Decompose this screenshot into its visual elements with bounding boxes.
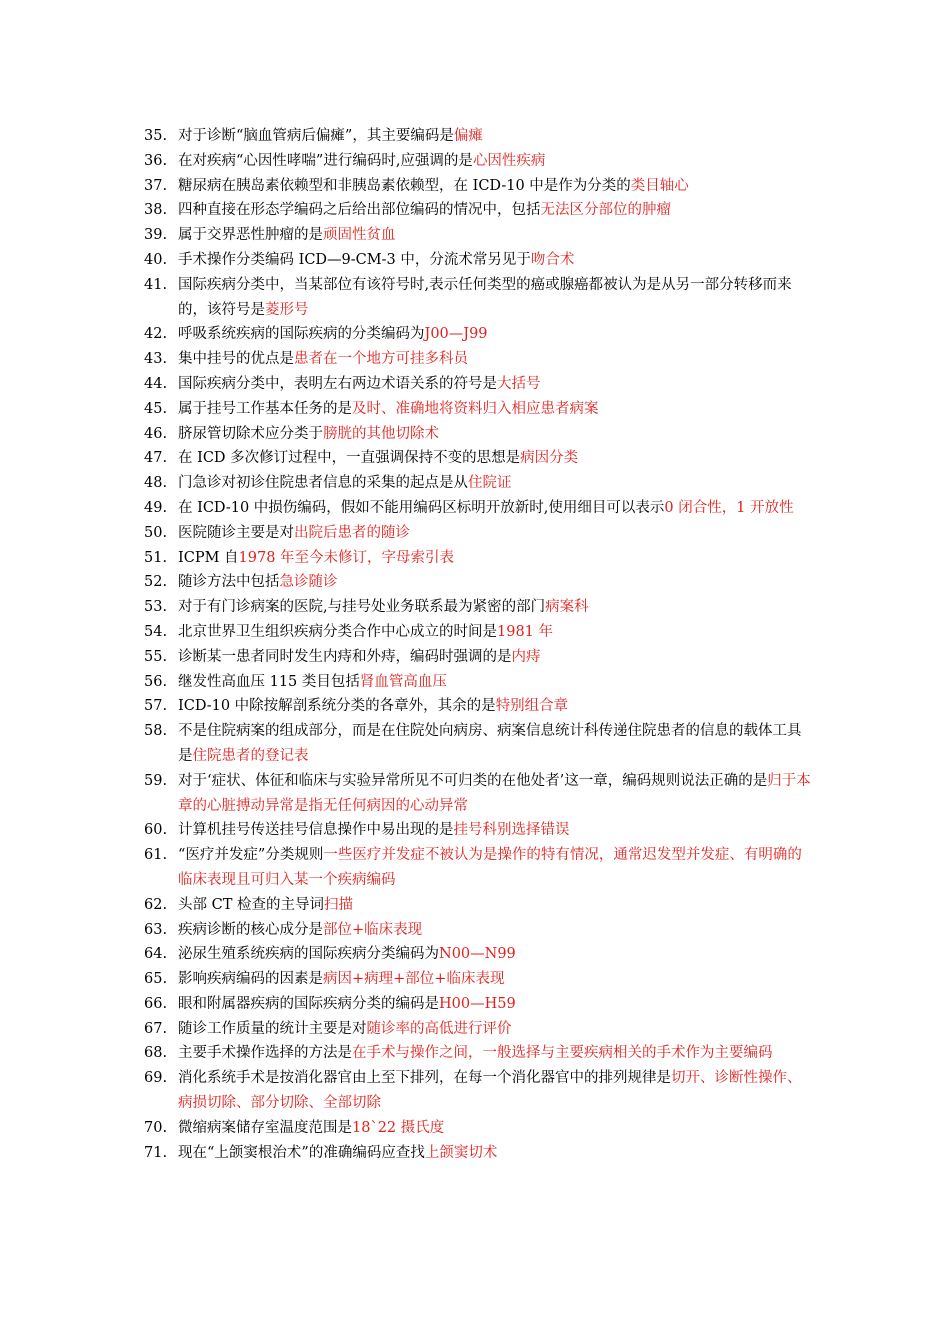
answer-text: 随诊率的高低进行评价 bbox=[366, 1020, 512, 1037]
question-number: 43. bbox=[144, 351, 168, 368]
answer-text: 切开、诊断性操作、病损切除、部分切除、全部切除 bbox=[178, 1070, 802, 1112]
answer-text: 膀胱的其他切除术 bbox=[323, 425, 439, 442]
answer-text: 上颌窦切术 bbox=[424, 1144, 498, 1161]
answer-text: 内痔 bbox=[511, 648, 541, 665]
question-number: 54. bbox=[144, 623, 168, 640]
question-item bbox=[144, 372, 814, 397]
answer-text: 1981 年 bbox=[497, 623, 554, 640]
question-item bbox=[144, 645, 814, 670]
question-text bbox=[178, 124, 814, 149]
question-number: 48. bbox=[144, 475, 168, 492]
question-item bbox=[144, 670, 814, 695]
question-text bbox=[178, 818, 814, 843]
answer-text: 挂号科别选择错误 bbox=[453, 822, 570, 839]
question-stem: 随诊工作质量的统计主要是对 bbox=[178, 1020, 367, 1037]
question-stem: ICD-10 中除按解剖系统分类的各章外，其余的是 bbox=[178, 698, 496, 715]
question-number: 67. bbox=[144, 1020, 168, 1037]
question-number: 56. bbox=[144, 673, 168, 690]
question-number: 44. bbox=[144, 375, 168, 392]
question-stem: 计算机挂号传送挂号信息操作中易出现的是 bbox=[178, 822, 454, 839]
question-number: 71. bbox=[144, 1144, 168, 1161]
question-text bbox=[178, 174, 814, 199]
question-text bbox=[178, 694, 814, 719]
answer-text: H00—H59 bbox=[439, 995, 516, 1012]
question-text bbox=[178, 273, 814, 323]
question-text bbox=[178, 347, 814, 372]
question-stem: 门急诊对初诊住院患者信息的采集的起点是从 bbox=[178, 475, 468, 492]
answer-text: 病因+病理+部位+临床表现 bbox=[323, 971, 505, 988]
question-item bbox=[144, 620, 814, 645]
question-number: 35. bbox=[144, 128, 168, 144]
answer-text: 部位+临床表现 bbox=[323, 921, 423, 938]
question-stem: 眼和附属器疾病的国际疾病分类的编码是 bbox=[178, 995, 439, 1012]
question-number: 58. bbox=[144, 723, 168, 740]
question-stem: 国际疾病分类中，表明左右两边术语关系的符号是 bbox=[178, 375, 497, 392]
question-stem: 属于挂号工作基本任务的是 bbox=[178, 400, 352, 417]
question-stem: ICPM 自 bbox=[178, 549, 239, 566]
question-stem: 诊断某一患者同时发生内痔和外痔，编码时强调的是 bbox=[178, 648, 512, 665]
question-item bbox=[144, 471, 814, 496]
question-item bbox=[144, 397, 814, 422]
answer-text: 扫描 bbox=[323, 896, 353, 913]
question-item bbox=[144, 248, 814, 273]
question-item bbox=[144, 124, 814, 149]
answer-text: J00—J99 bbox=[424, 326, 488, 343]
question-number: 46. bbox=[144, 425, 168, 442]
answer-text: 顽固性贫血 bbox=[323, 227, 396, 244]
question-stem: 手术操作分类编码 ICD—9-CM-3 中，分流术常另见于 bbox=[178, 251, 531, 268]
question-item bbox=[144, 992, 814, 1017]
answer-text: 归于本章的心脏搏动异常是指无任何病因的心动异常 bbox=[178, 772, 811, 814]
question-number: 65. bbox=[144, 971, 168, 988]
answer-text: 住院患者的登记表 bbox=[192, 747, 309, 764]
question-number: 39. bbox=[144, 227, 168, 244]
answer-text: 吻合术 bbox=[530, 251, 575, 268]
question-number: 66. bbox=[144, 995, 168, 1012]
question-stem: 医院随诊主要是对 bbox=[178, 524, 294, 541]
question-text bbox=[178, 570, 814, 595]
answer-text: 患者在一个地方可挂多科员 bbox=[294, 351, 468, 368]
question-text bbox=[178, 223, 814, 248]
question-stem: 属于交界恶性肿瘤的是 bbox=[178, 227, 323, 244]
question-stem: 对于有门诊病案的医院,与挂号处业务联系最为紧密的部门 bbox=[178, 599, 546, 616]
question-text bbox=[178, 1116, 814, 1141]
question-stem: 现在“上颌窦根治术”的准确编码应查找 bbox=[178, 1144, 425, 1161]
question-item bbox=[144, 1017, 814, 1042]
answer-text: 肾血管高血压 bbox=[359, 673, 447, 690]
question-item bbox=[144, 198, 814, 223]
answer-text: 类目轴心 bbox=[630, 177, 689, 194]
answer-text: 菱形号 bbox=[265, 301, 309, 318]
question-stem: 影响疾病编码的因素是 bbox=[178, 971, 323, 988]
question-stem: 头部 CT 检查的主导词 bbox=[178, 896, 324, 913]
question-stem: 北京世界卫生组织疾病分类合作中心成立的时间是 bbox=[178, 623, 497, 640]
question-item bbox=[144, 719, 814, 769]
question-item bbox=[144, 496, 814, 521]
question-stem: “医疗并发症”分类规则 bbox=[178, 847, 324, 864]
question-item bbox=[144, 769, 814, 819]
question-number: 40. bbox=[144, 251, 168, 268]
answer-text: N00—N99 bbox=[439, 946, 516, 963]
question-text bbox=[178, 322, 814, 347]
question-text bbox=[178, 1141, 814, 1166]
answer-text: 大括号 bbox=[497, 375, 541, 392]
question-text bbox=[178, 769, 814, 819]
question-number: 41. bbox=[144, 276, 168, 293]
answer-text: 及时、准确地将资料归入相应患者病案 bbox=[352, 400, 599, 417]
question-item bbox=[144, 546, 814, 571]
question-text bbox=[178, 645, 814, 670]
answer-text: 心因性疾病 bbox=[472, 152, 546, 169]
question-list bbox=[144, 124, 814, 1165]
question-text bbox=[178, 471, 814, 496]
question-stem: 在 ICD 多次修订过程中，一直强调保持不变的思想是 bbox=[178, 450, 521, 467]
question-stem: 在 ICD-10 中损伤编码，假如不能用编码区标明开放新时,使用细目可以表示 bbox=[178, 499, 665, 516]
question-stem: 呼吸系统疾病的国际疾病的分类编码为 bbox=[178, 326, 425, 343]
question-text bbox=[178, 372, 814, 397]
question-text bbox=[178, 843, 814, 893]
answer-text: 18`22 摄氏度 bbox=[352, 1119, 445, 1136]
question-text bbox=[178, 149, 814, 174]
question-text bbox=[178, 496, 814, 521]
question-number: 61. bbox=[144, 847, 168, 864]
question-item bbox=[144, 174, 814, 199]
question-number: 59. bbox=[144, 772, 168, 789]
answer-text: 一些医疗并发症不被认为是操作的特有情况，通常迟发型并发症、有明确的临床表现且可归入某一个疾病编码 bbox=[178, 847, 802, 888]
question-number: 63. bbox=[144, 921, 168, 938]
question-text bbox=[178, 670, 814, 695]
answer-text: 急诊随诊 bbox=[279, 574, 338, 591]
question-item bbox=[144, 818, 814, 843]
question-number: 42. bbox=[144, 326, 168, 343]
question-stem: 继发性高血压 115 类目包括 bbox=[178, 673, 360, 690]
question-stem: 集中挂号的优点是 bbox=[178, 351, 294, 368]
question-number: 38. bbox=[144, 202, 168, 219]
question-stem: 脐尿管切除术应分类于 bbox=[178, 425, 323, 442]
question-item bbox=[144, 1141, 814, 1166]
question-text bbox=[178, 595, 814, 620]
question-number: 69. bbox=[144, 1070, 168, 1087]
answer-text: 病案科 bbox=[545, 599, 589, 616]
question-number: 45. bbox=[144, 400, 168, 417]
question-item bbox=[144, 521, 814, 546]
question-stem: 主要手术操作选择的方法是 bbox=[178, 1045, 352, 1062]
question-item bbox=[144, 694, 814, 719]
question-stem: 微缩病案储存室温度范围是 bbox=[178, 1119, 352, 1136]
question-number: 53. bbox=[144, 599, 168, 616]
question-number: 50. bbox=[144, 524, 168, 541]
question-text bbox=[178, 1017, 814, 1042]
question-item bbox=[144, 595, 814, 620]
question-item bbox=[144, 967, 814, 992]
question-stem: 泌尿生殖系统疾病的国际疾病分类编码为 bbox=[178, 946, 439, 963]
question-number: 70. bbox=[144, 1119, 168, 1136]
question-number: 51. bbox=[144, 549, 168, 566]
question-text bbox=[178, 546, 814, 571]
question-stem: 对于‘症状、体征和临床与实验异常所见不可归类的在他处者’这一章，编码规则说法正确的是 bbox=[178, 772, 768, 789]
question-text bbox=[178, 198, 814, 223]
question-item bbox=[144, 422, 814, 447]
question-text bbox=[178, 248, 814, 273]
question-item bbox=[144, 1041, 814, 1066]
answer-text: 出院后患者的随诊 bbox=[294, 524, 410, 541]
question-item bbox=[144, 942, 814, 967]
question-item bbox=[144, 843, 814, 893]
answer-text: 无法区分部位的肿瘤 bbox=[540, 202, 671, 219]
answer-text: 偏瘫 bbox=[453, 128, 483, 144]
question-stem: 消化系统手术是按消化器官由上至下排列，在每一个消化器官中的排列规律是 bbox=[178, 1070, 671, 1087]
question-item bbox=[144, 893, 814, 918]
question-number: 36. bbox=[144, 152, 168, 169]
question-text bbox=[178, 446, 814, 471]
question-text bbox=[178, 918, 814, 943]
question-stem: 在对疾病“心因性哮喘”进行编码时,应强调的是 bbox=[178, 152, 473, 169]
question-item bbox=[144, 149, 814, 174]
question-text bbox=[178, 620, 814, 645]
question-stem: 四种直接在形态学编码之后给出部位编码的情况中，包括 bbox=[178, 202, 541, 219]
question-text bbox=[178, 1066, 814, 1116]
question-stem: 糖尿病在胰岛素依赖型和非胰岛素依赖型，在 ICD-10 中是作为分类的 bbox=[178, 177, 631, 194]
answer-text: 住院证 bbox=[468, 475, 512, 492]
question-number: 55. bbox=[144, 648, 168, 665]
question-number: 47. bbox=[144, 450, 168, 467]
question-item bbox=[144, 347, 814, 372]
question-stem: 随诊方法中包括 bbox=[178, 574, 280, 591]
question-text bbox=[178, 521, 814, 546]
question-text bbox=[178, 893, 814, 918]
question-text bbox=[178, 967, 814, 992]
question-stem: 疾病诊断的核心成分是 bbox=[178, 921, 323, 938]
question-stem: 不是住院病案的组成部分，而是在住院处向病房、病案信息统计科传递住院患者的信息的载体工具是 bbox=[178, 723, 802, 764]
question-number: 68. bbox=[144, 1045, 168, 1062]
question-text bbox=[178, 942, 814, 967]
question-number: 60. bbox=[144, 822, 168, 839]
question-item bbox=[144, 322, 814, 347]
question-number: 37. bbox=[144, 177, 168, 194]
question-stem: 国际疾病分类中，当某部位有该符号时,表示任何类型的癌或腺癌都被认为是从另一部分转移而来的，该符号是 bbox=[178, 276, 792, 318]
question-number: 62. bbox=[144, 896, 168, 913]
question-number: 64. bbox=[144, 946, 168, 963]
question-number: 49. bbox=[144, 499, 168, 516]
question-text bbox=[178, 397, 814, 422]
answer-text: 1978 年至今未修订，字母索引表 bbox=[238, 549, 455, 566]
question-text bbox=[178, 1041, 814, 1066]
question-text bbox=[178, 719, 814, 769]
question-stem: 对于诊断“脑血管病后偏瘫”，其主要编码是 bbox=[178, 128, 454, 144]
question-item bbox=[144, 446, 814, 471]
question-text bbox=[178, 992, 814, 1017]
question-item bbox=[144, 223, 814, 248]
question-item bbox=[144, 273, 814, 323]
question-number: 57. bbox=[144, 698, 168, 715]
answer-text: 病因分类 bbox=[520, 450, 579, 467]
answer-text: 0 闭合性，1 开放性 bbox=[664, 499, 794, 516]
answer-text: 在手术与操作之间，一般选择与主要疾病相关的手术作为主要编码 bbox=[352, 1045, 773, 1062]
question-item bbox=[144, 570, 814, 595]
question-item bbox=[144, 1066, 814, 1116]
answer-text: 特别组合章 bbox=[495, 698, 569, 715]
question-number: 52. bbox=[144, 574, 168, 591]
question-text bbox=[178, 422, 814, 447]
question-item bbox=[144, 918, 814, 943]
question-item bbox=[144, 1116, 814, 1141]
